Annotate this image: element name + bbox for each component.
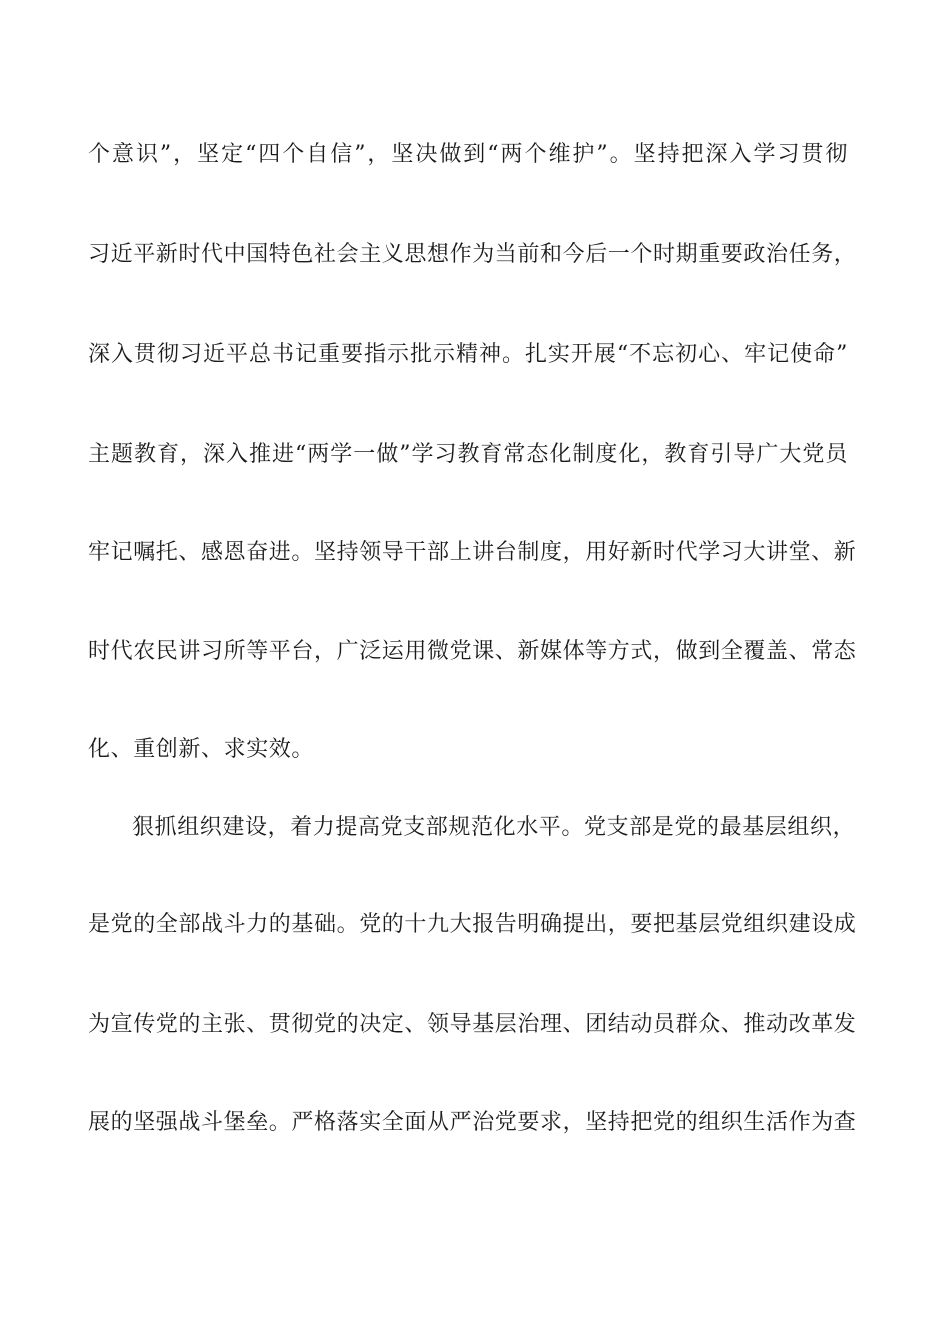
paragraph-first-line: 狠抓组织建设，着力提高党支部规范化水平。党支部是党的最基层组织，: [132, 815, 856, 840]
text-line: 展的坚强战斗堡垒。严格落实全面从严治党要求，坚持把党的组织生活作为查: [88, 1110, 857, 1135]
text-line: 时代农民讲习所等平台，广泛运用微党课、新媒体等方式，做到全覆盖、常态: [88, 639, 857, 664]
text-line: 深入贯彻习近平总书记重要指示批示精神。扎实开展“不忘初心、牢记使命”: [88, 342, 848, 367]
paragraph-last-line: 化、重创新、求实效。: [88, 737, 315, 762]
text-line: 习近平新时代中国特色社会主义思想作为当前和今后一个时期重要政治任务，: [88, 242, 857, 267]
text-line: 主题教育，深入推进“两学一做”学习教育常态化制度化，教育引导广大党员: [88, 442, 848, 467]
text-line: 是党的全部战斗力的基础。党的十九大报告明确提出，要把基层党组织建设成: [88, 912, 857, 937]
text-line: 牢记嘱托、感恩奋进。坚持领导干部上讲台制度，用好新时代学习大讲堂、新: [88, 540, 857, 565]
text-line: 个意识”，坚定“四个自信”，坚决做到“两个维护”。坚持把深入学习贯彻: [88, 142, 848, 167]
text-line: 为宣传党的主张、贯彻党的决定、领导基层治理、团结动员群众、推动改革发: [88, 1012, 857, 1037]
